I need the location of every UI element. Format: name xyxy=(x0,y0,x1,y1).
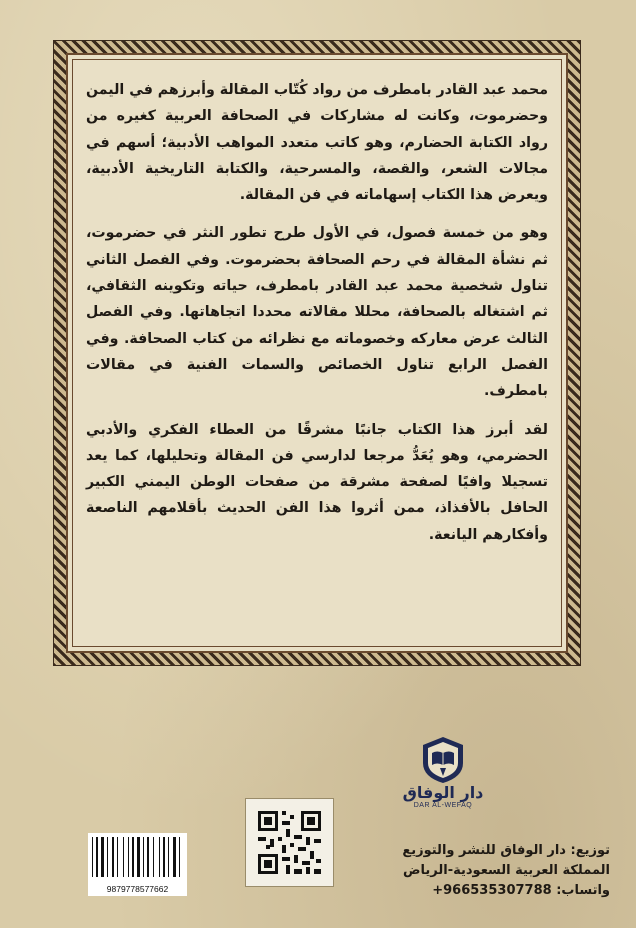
text-panel xyxy=(66,53,568,653)
paragraph-1: محمد عبد القادر بامطرف من رواد كُتّاب المقالة وأبرزهم في اليمن وحضرموت، وكانت له مشاركات في الصحافة العربية كغيره من رواد الكتابة الحضارم، وهو كاتب متعدد المواهب الأدبية؛ أسهم في مجالات الشعر، والقصة، والمسرحية، والكتابة التاريخية الأدبية، ويعرض هذا الكتاب إسهاماته في فن المقالة. xyxy=(86,82,548,204)
barcode-bar xyxy=(96,837,98,877)
barcode-bar xyxy=(179,837,180,877)
distribution-info xyxy=(350,841,610,901)
barcode-bar xyxy=(143,837,144,877)
barcode-bar xyxy=(173,837,176,877)
decorative-frame xyxy=(53,40,581,666)
barcode-bar xyxy=(112,837,114,877)
barcode-bar xyxy=(128,837,129,877)
publisher-name-ar: دار الوفاق xyxy=(402,783,484,802)
barcode-bar xyxy=(101,837,104,877)
qr-code xyxy=(245,798,334,887)
publisher-logo xyxy=(398,735,488,809)
barcode-icon xyxy=(88,833,187,881)
paragraph-2: وهو من خمسة فصول، في الأول طرح تطور النثر في حضرموت، ثم نشأة المقالة في رحم الصحافة بحضرموت. وفي الفصل الثاني تناول شخصية محمد عبد القادر بامطرف، حياته وتكوينه الثقافي، ثم اشتغاله بالصحافة، محللا مقالاته محددا اتجاهاتها. وفي الفصل الثالث عرض معاركه وخصوماته مع نظرائه من كتاب الصحافة. وفي الفصل الرابع تناول الخصائص والسمات الفنية في مقالات بامطرف. xyxy=(86,225,548,400)
barcode-bar xyxy=(153,837,154,877)
barcode-bar xyxy=(159,837,160,877)
distribution-line-2: المملكة العربية السعودية-الرياض xyxy=(403,863,610,878)
barcode-bar xyxy=(137,837,140,877)
barcode-bar xyxy=(107,837,108,877)
blurb-text xyxy=(86,77,548,560)
paragraph-3: لقد أبرز هذا الكتاب جانبًا مشرقًا من العطاء الفكري والأدبي الحضرمي، وهو يُعَدُّ مرجعا لدارسي فن المقالة وتحليلها، كما يعد تسجيلا وافيًا لصفحة مشرقة من صفحات الوطن اليمني الكبير الحافل بالأفذاذ، ممن أثروا هذا الفن الحديث بأقلامهم الناصعة وأفكارهم اليانعة. xyxy=(86,421,548,543)
barcode-number: 9879778577662 xyxy=(106,884,169,894)
barcode-bar xyxy=(163,837,165,877)
distribution-line-1: توزيع: دار الوفاق للنشر والتوزيع xyxy=(402,843,610,858)
book-pen-shield-icon xyxy=(420,735,466,785)
barcode-bar xyxy=(168,837,169,877)
barcode-bar xyxy=(147,837,149,877)
publisher-name-en: DAR AL-WEFAQ xyxy=(413,802,473,809)
barcode-bar xyxy=(132,837,134,877)
barcode-bar xyxy=(92,837,93,877)
barcode-bar xyxy=(117,837,118,877)
isbn-barcode xyxy=(88,833,187,896)
distribution-line-3: واتساب: 966535307788+ xyxy=(432,883,610,898)
qr-code-icon xyxy=(246,799,333,886)
barcode-bar xyxy=(123,837,124,877)
